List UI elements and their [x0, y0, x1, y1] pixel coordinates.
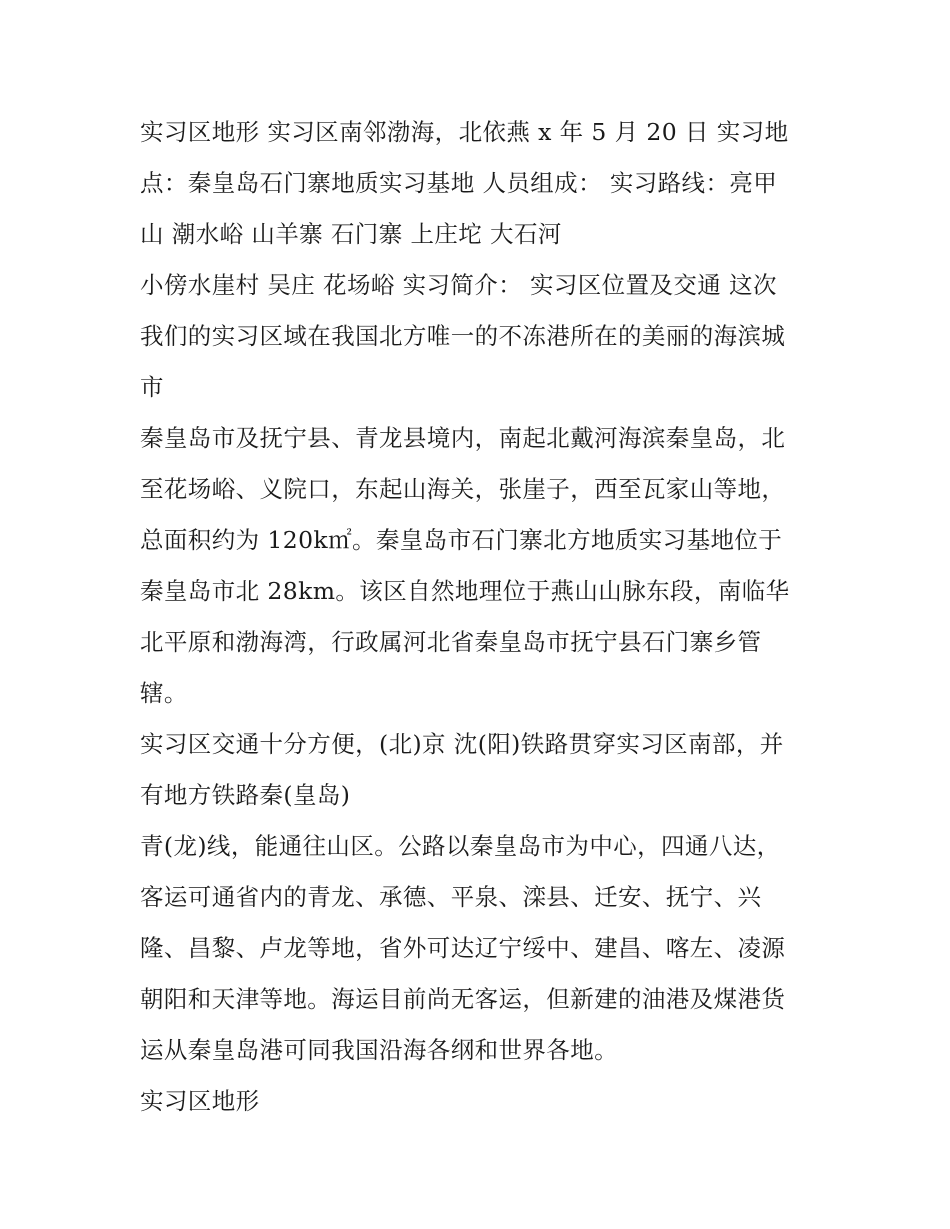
text-line: 有地方铁路秦(皇岛)	[140, 781, 351, 809]
text-line: 总面积约为 120k㎡。秦皇岛市石门寨北方地质实习基地位于	[140, 526, 783, 554]
text-line: 秦皇岛市及抚宁县、青龙县境内，南起北戴河海滨秦皇岛，北	[140, 424, 786, 452]
text-line: 点：秦皇岛石门寨地质实习基地 人员组成： 实习路线：亮甲	[140, 169, 778, 197]
text-line: 秦皇岛市北 28km。该区自然地理位于燕山山脉东段，南临华	[140, 577, 790, 605]
text-line: 市	[140, 373, 164, 401]
text-line: 小傍水崖村 吴庄 花场峪 实习简介： 实习区位置及交通 这次	[140, 271, 777, 299]
text-line: 隆、昌黎、卢龙等地，省外可达辽宁绥中、建昌、喀左、凌源	[140, 934, 786, 962]
text-line: 至花场峪、义院口，东起山海关，张崖子，西至瓦家山等地，	[140, 475, 786, 503]
text-line: 实习区地形 实习区南邻渤海，北依燕 x 年 5 月 20 日 实习地	[140, 118, 789, 146]
text-line: 朝阳和天津等地。海运目前尚无客运，但新建的油港及煤港货	[140, 985, 786, 1013]
text-line: 山 潮水峪 山羊寨 石门寨 上庄坨 大石河	[140, 220, 562, 248]
text-line: 我们的实习区域在我国北方唯一的不冻港所在的美丽的海滨城	[140, 322, 786, 350]
text-line: 青(龙)线，能通往山区。公路以秦皇岛市为中心，四通八达，	[140, 832, 781, 860]
document-body	[140, 107, 820, 1127]
text-line: 运从秦皇岛港可同我国沿海各纲和世界各地。	[140, 1036, 618, 1064]
text-line: 客运可通省内的青龙、承德、平泉、滦县、迁安、抚宁、兴	[140, 883, 762, 911]
text-line: 北平原和渤海湾，行政属河北省秦皇岛市抚宁县石门寨乡管	[140, 628, 762, 656]
text-line: 实习区地形	[140, 1087, 260, 1115]
text-line: 实习区交通十分方便，(北)京 沈(阳)铁路贯穿实习区南部，并	[140, 730, 784, 758]
text-line: 辖。	[140, 679, 188, 707]
